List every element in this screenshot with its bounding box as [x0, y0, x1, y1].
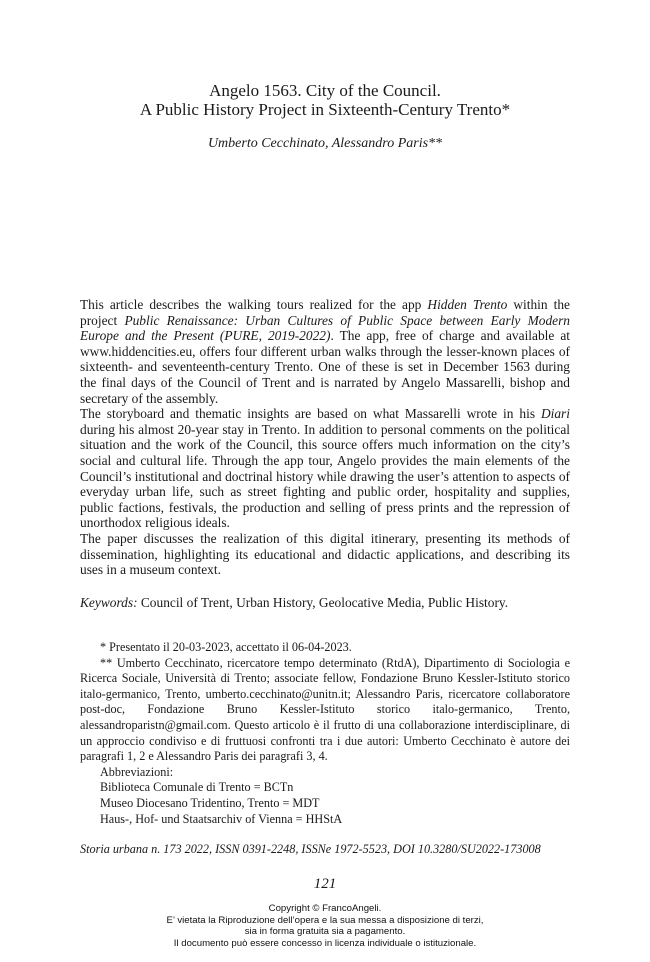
- app-name: Hidden Trento: [427, 297, 508, 312]
- page-number: 121: [313, 876, 337, 892]
- abstract: [80, 297, 570, 578]
- footnotes: [80, 640, 570, 827]
- abstract-paragraph-3: The paper discusses the realization of this digital itinerary, presenting its methods of dissemination, highlighting its educational and didactic applications, and describing its uses in a museum context.: [80, 530, 570, 578]
- journal-citation: Storia urbana n. 173 2022, ISSN 0391-2248, ISSNe 1972-5523, DOI 10.3280/SU2022-173008: [80, 842, 541, 856]
- footnote-2: ** Umberto Cecchinato, ricercatore tempo determinato (RtdA), Dipartimento di Sociologia e Ricerca Sociale, Università di Trento; associate fellow, Fondazione Bruno Kessler-Istituto storico italo-germanico, Trento, umberto.cecchinato@unitn.it; Alessandro Paris, ricercatore collaboratore post-doc, Fondazione Bruno Kessler-Istituto storico italo-germanico, Trento, alessandroparistn@gmail.com. Questo articolo è il frutto di una collaborazione interdisciplinare, di un approccio condiviso e di fruttuosi confronti tra i due autori: Umberto Cecchinato è autore dei paragrafi 1, 2 e Alessandro Paris dei paragrafi 3, 4.: [80, 655, 570, 764]
- copyright-line: Il documento può essere concesso in licenza individuale o istituzionale.: [173, 937, 477, 949]
- article-authors: Umberto Cecchinato, Alessandro Paris**: [207, 136, 443, 151]
- project-name: Public Renaissance: Urban Cultures of Public Space between Early Modern Europe and the Present (PURE, 2019-2022): [80, 312, 570, 344]
- source-title: Diari: [540, 406, 570, 422]
- article-title: [0, 81, 650, 119]
- abstract-text: The storyboard and thematic insights are based on what Massarelli wrote in his: [80, 406, 541, 422]
- footnote-1: * Presentato il 20-03-2023, accettato il 06-04-2023.: [100, 640, 352, 654]
- keywords-text: Council of Trent, Urban History, Geolocative Media, Public History.: [137, 595, 509, 610]
- keywords: [80, 595, 570, 611]
- abstract-text: within the project: [80, 297, 570, 328]
- copyright-line: E’ vietata la Riproduzione dell’opera e la sua messa a disposizione di terzi,: [166, 914, 484, 926]
- keywords-label: Keywords:: [80, 595, 138, 610]
- abbreviation-item: Biblioteca Comunale di Trento = BCTn: [100, 780, 294, 795]
- abbreviation-item: Museo Diocesano Tridentino, Trento = MDT: [100, 795, 320, 810]
- abbreviations-title: Abbreviazioni:: [100, 764, 174, 779]
- copyright-line: sia in forma gratuita sia a pagamento.: [244, 926, 406, 938]
- abstract-text: . The app, free of charge and available at www.hiddencities.eu, offers four different urban walks through the lesser-known places of sixteenth- and seventeenth-century Trento. One of these is set in December 1563 during the final days of the Council of Trent and is narrated by Angelo Massarelli, bishop and secretary of the assembly.: [80, 328, 571, 406]
- title-line-2: A Public History Project in Sixteenth-Century Trento*: [139, 100, 511, 119]
- abbreviation-item: Haus-, Hof- und Staatsarchiv of Vienna = HHStA: [100, 811, 343, 826]
- abstract-text: during his almost 20-year stay in Trento. In addition to personal comments on the political situation and the work of the Council, this source offers much information on the city’s social and cultural life. Through the app tour, Angelo provides the main elements of the Council’s institutional and doctrinal history while drawing the user’s attention to aspects of everyday urban life, such as street fighting and public order, hospitality and supplies, public factions, festivals, the production and selling of press prints and the repression of unorthodox religious ideals.: [80, 421, 570, 531]
- title-line-1: Angelo 1563. City of the Council.: [209, 81, 441, 100]
- copyright-line: Copyright © FrancoAngeli.: [268, 903, 382, 914]
- abstract-paragraph-2: [80, 406, 570, 531]
- copyright-notice: [0, 903, 650, 949]
- abstract-paragraph-1: [80, 297, 570, 406]
- abstract-text: This article describes the walking tours realized for the app: [80, 297, 428, 312]
